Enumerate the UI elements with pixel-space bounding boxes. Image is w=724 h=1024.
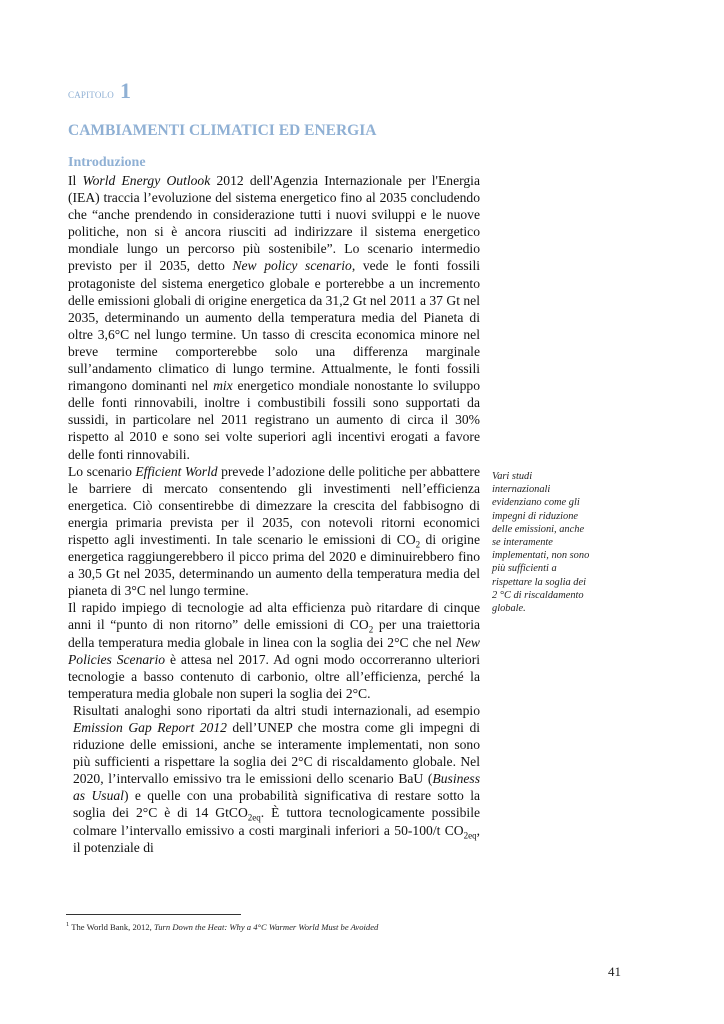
footnote: $^1$ The World Bank, 2012, Turn Down the Heat: Why a 4°C Warmer World Must be Avoided: [66, 921, 379, 932]
page-number: 41: [608, 964, 621, 979]
chapter-label: capitolo: [68, 86, 114, 101]
footnote-mark: 1: [66, 921, 70, 928]
footnote-divider: [66, 914, 241, 915]
chapter-number: 1: [119, 78, 131, 103]
body-text: [68, 172, 480, 856]
chapter-heading: [68, 78, 131, 104]
chapter-title: CAMBIAMENTI CLIMATICI ED ENERGIA: [68, 122, 377, 139]
paragraph-2: Lo scenario Efficient World prevede l’adozione delle politiche per abbattere le barriere di mercato consentendo gli investimenti nell’efficienza energetica. Ciò consentirebbe di dimezzare la crescita del fabbisogno di energia primaria prevista per il 2035, con notevoli ritorni economici rispetto agli investimenti. In tale scenario le emissioni di $CO_2$ di origine energetica raggiungerebbero il picco prima del 2020 e diminuirebbero fino a 30,5 Gt nel 2035, determinando un aumento della temperatura media del pianeta di 3°C nel lungo termine.: [68, 463, 480, 599]
paragraph-1: Il World Energy Outlook 2012 dell'Agenzia Internazionale per l'Energia (IEA) traccia l’evoluzione del sistema energetico fino al 2035 concludendo che “anche prendendo in considerazione tutti i nuovi sviluppi e le nuove politiche, non si è ancora riusciti ad indirizzare il sistema energetico mondiale lungo un percorso più sostenibile”. Lo scenario intermedio previsto per il 2035, detto New policy scenario, vede le fonti fossili protagoniste del sistema energetico globale e porterebbe a un incremento delle emissioni globali di origine energetica da 31,2 Gt nel 2011 a 37 Gt nel 2035, determinando un aumento della temperatura media del Pianeta di oltre 3,6°C nel lungo termine. Un tasso di crescita economica minore nel breve termine comporterebbe solo una differenza marginale sull’andamento climatico di lungo termine. Attualmente, le fonti fossili rimangono dominanti nel mix energetico mondiale nonostante lo sviluppo delle fonti rinnovabili, inoltre i combustibili fossili sono supportati da sussidi, in particolare nel 2011 registrano un aumento di circa il 30% rispetto al 2010 e sono sei volte superiori agli incentivi erogati a favore delle fonti rinnovabili.: [68, 173, 480, 462]
section-subtitle: Introduzione: [68, 155, 146, 170]
margin-note: Vari studi internazionali evidenziano come gli impegni di riduzione delle emissioni, anche se interamente implementati, non sono più sufficienti a rispettare la soglia dei 2 °C di riscaldamento globale.: [492, 471, 590, 615]
paragraph-3: Il rapido impiego di tecnologie ad alta efficienza può ritardare di cinque anni il “punto di non ritorno” delle emissioni di $CO_2$ per una traiettoria della temperatura media globale in linea con la soglia dei 2°C che nel New Policies Scenario è attesa nel 2017. Ad ogni modo occorreranno ulteriori tecnologie a basso contenuto di carbonio, oltre all’efficienza, perché la temperatura media globale non superi la soglia dei 2°C.: [68, 600, 481, 701]
paragraph-4: Risultati analoghi sono riportati da altri studi internazionali, ad esempio Emission Gap Report 2012 dell’UNEP che mostra come gli impegni di riduzione delle emissioni, anche se interamente implementati, non sono più sufficienti a rispettare la soglia dei 2°C di riscaldamento globale. Nel 2020, l’intervallo emissivo tra le emissioni dello scenario BaU (Business as Usual) e quelle con una probabilità significativa di restare sotto la soglia dei 2°C è di 14 GtCO$_{2eq}$. È tuttora tecnologicamente possibile colmare l’intervallo emissivo a costi marginali inferiori a 50-100/t $CO_{2eq}$, il potenziale di: [73, 702, 481, 855]
